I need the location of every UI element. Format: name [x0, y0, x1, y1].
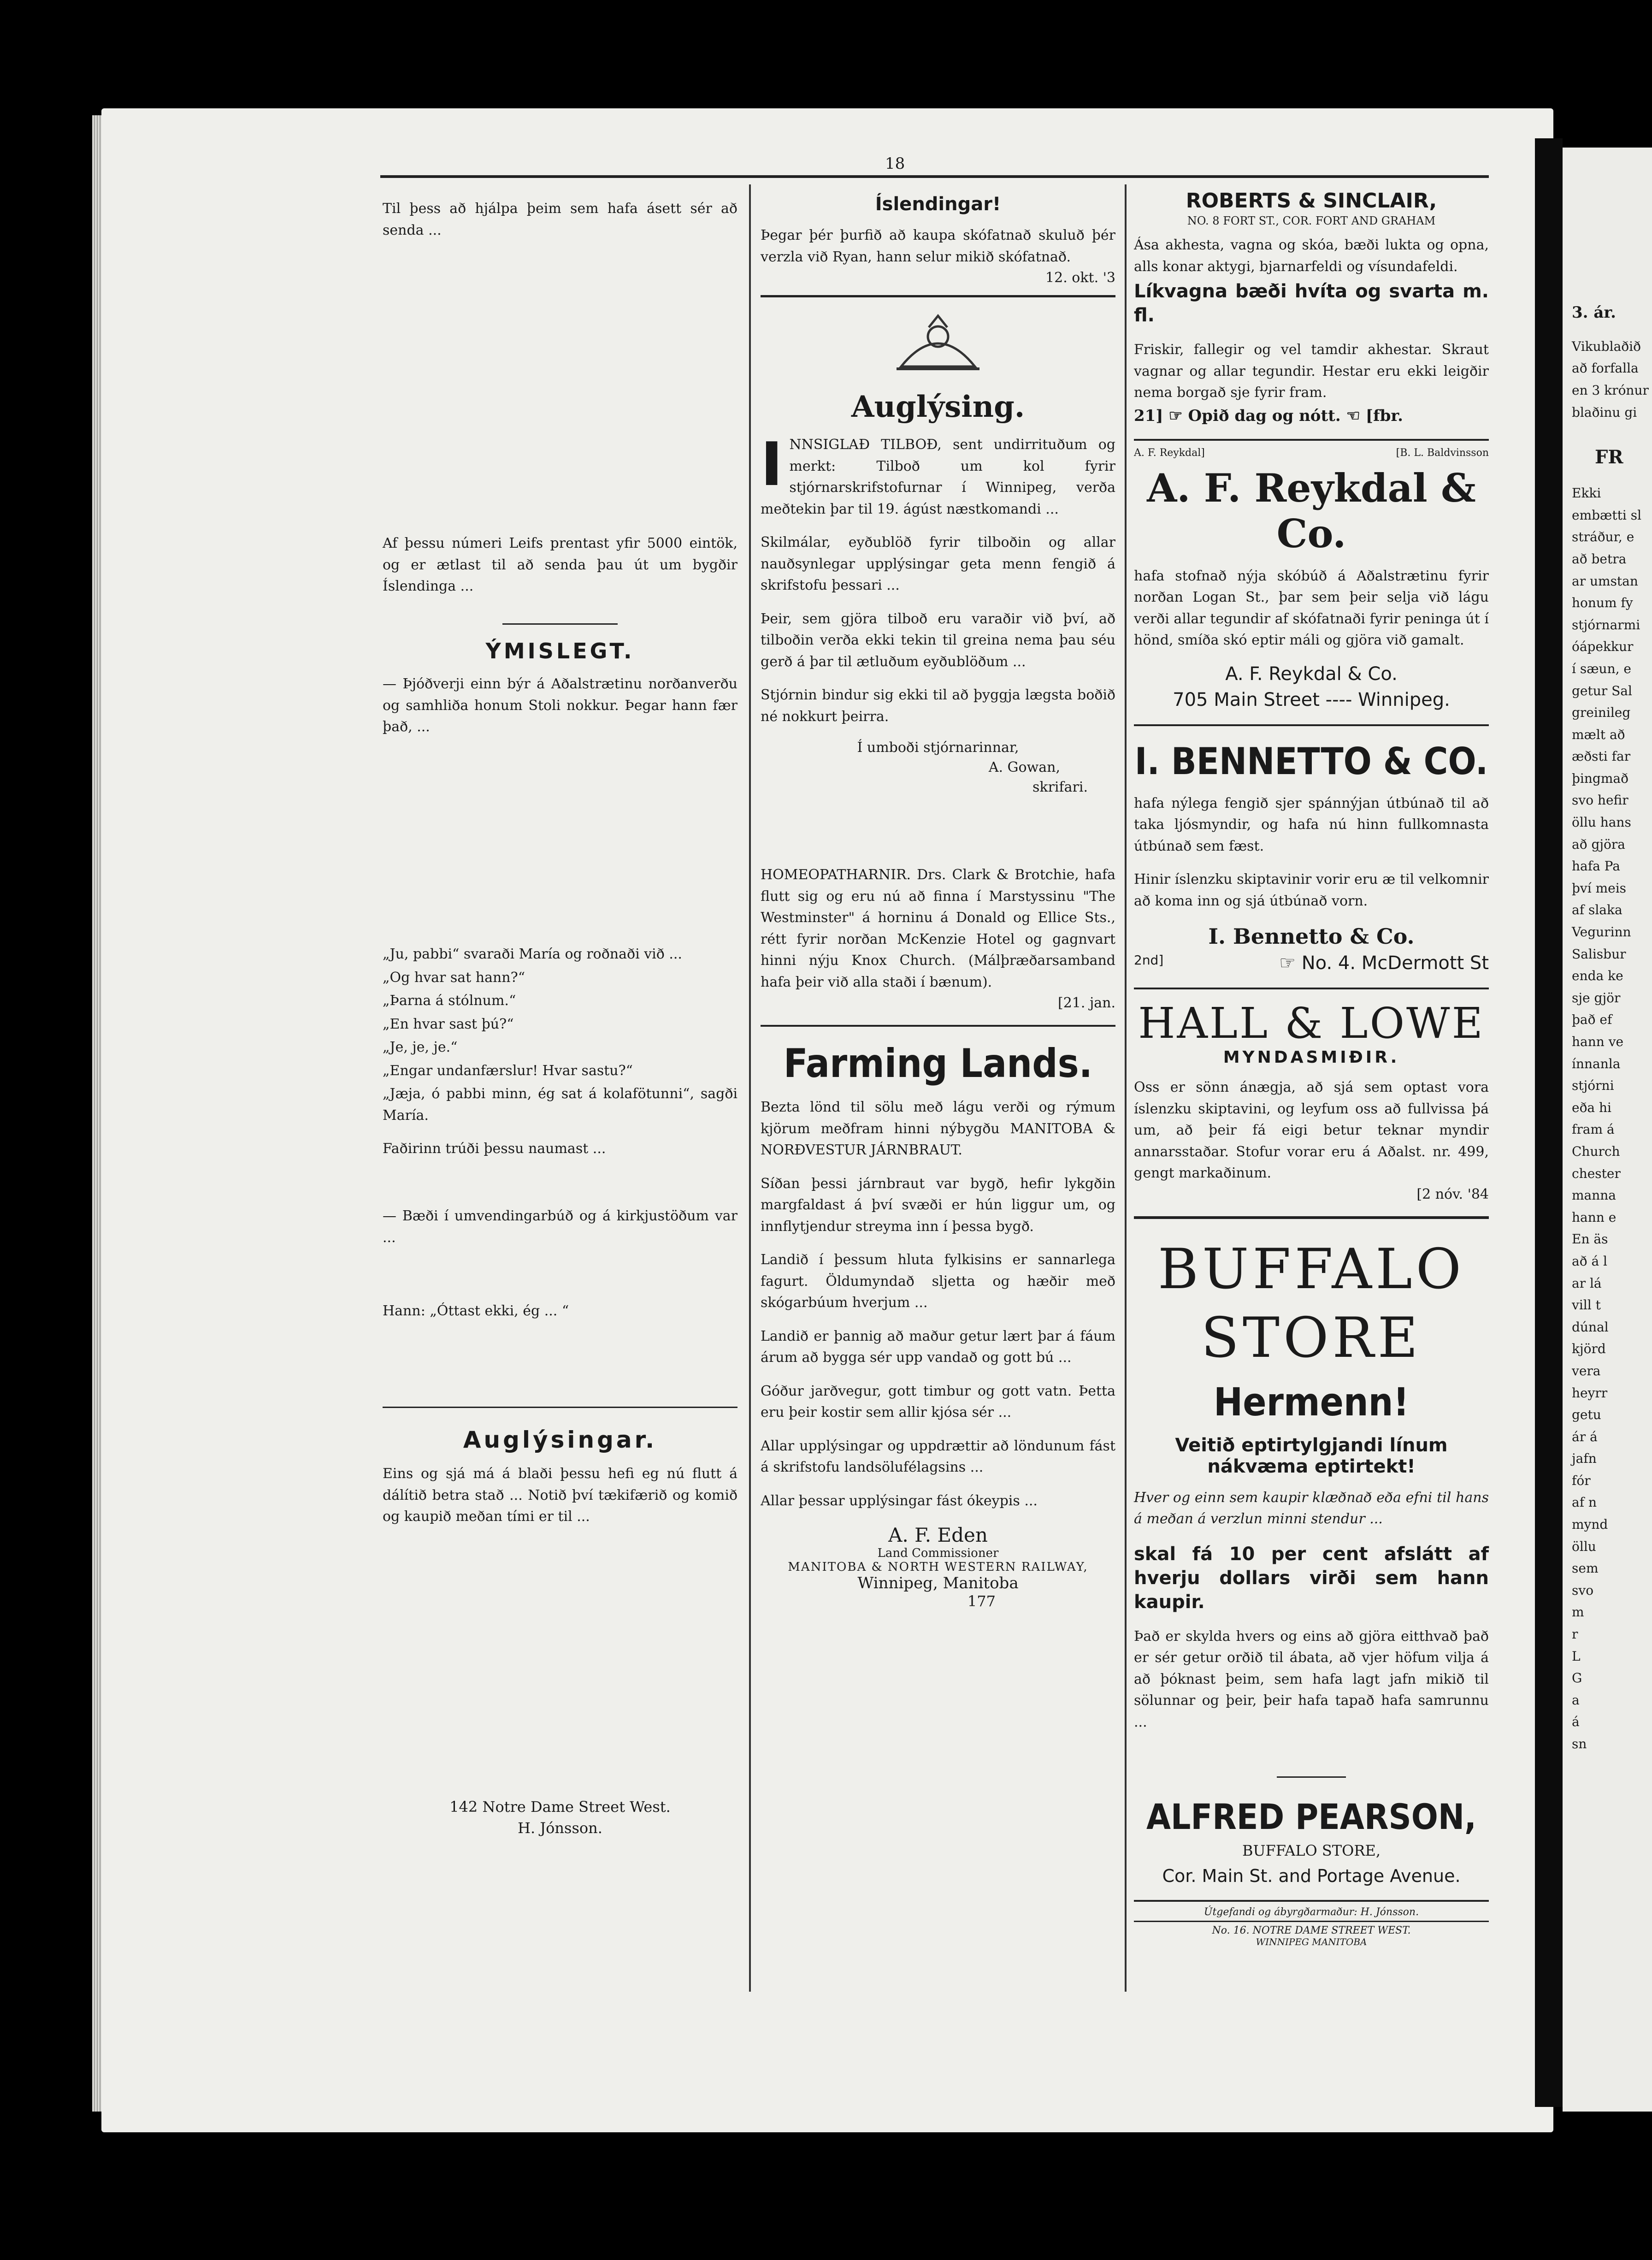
next-page-line: manna — [1572, 1188, 1617, 1203]
next-page-line: r — [1572, 1627, 1578, 1642]
next-page-line: honum fy — [1572, 595, 1633, 611]
next-page-line: hann ve — [1572, 1034, 1624, 1050]
ads-signature: H. Jónsson. — [518, 1819, 602, 1837]
next-page-line: getu — [1572, 1407, 1601, 1423]
auglysing-text-2: Skilmálar, eyðublöð fyrir tilboðin og allar nauðsynlegar upplýsingar geta menn fengið á skrifstofu þessari ... — [761, 534, 1115, 593]
buffalo-text: Það er skylda hvers og eins að gjöra eitthvað það er sér getur orðið til ábata, að vjer höfum vilja á að þóknast þeim, sem hafa lagt jafn mikið til sölunnar og þeir, þeir hafa tapað hafa samrunnu ... — [1134, 1628, 1489, 1730]
pearson-address: Cor. Main St. and Portage Avenue. — [1162, 1865, 1461, 1886]
page-number: 18 — [885, 154, 905, 173]
auglysing-text-3: Þeir, sem gjöra tilboð eru varaðir við því, að tilboðin verða ekki tekin til greina nema þau séu gerð á þar til ætluðum eyðublöðum ... — [761, 610, 1115, 670]
next-page-line: að gjöra — [1572, 836, 1625, 852]
farming-paragraph: Allar upplýsingar og uppdrættir að löndunum fást á skrifstofu landsölufélagsins ... — [761, 1438, 1115, 1475]
next-page-line: það ef — [1572, 1012, 1612, 1028]
next-page-line: vera — [1572, 1363, 1601, 1378]
farming-signature-2: Land Commissioner — [877, 1546, 999, 1560]
next-page-line: Church — [1572, 1143, 1620, 1159]
bennetto-text-2: Hinir íslenzku skiptavinir vorir eru æ til velkomnir að koma inn og sjá útbúnað vorn. — [1134, 871, 1489, 909]
islendingar-text: Þegar þér þurfið að kaupa skófatnað skuluð þér verzla við Ryan, hann selur mikið skófatnað. — [761, 227, 1115, 265]
farming-code: 177 — [967, 1592, 996, 1610]
hall-text: Oss er sönn ánægja, að sjá sem optast vora íslenzku skiptavini, og leyfum oss að fullvissa þá um, að þeir fá eigi betur teknar myndir annarsstaðar. Stofur vorar eru á Aðalst. nr. 499, gengt markaðinum. — [1134, 1079, 1489, 1181]
next-page-line: því meis — [1572, 880, 1627, 896]
next-page-line: greinileg — [1572, 705, 1631, 721]
homeo-text: HOMEOPATHARNIR. Drs. Clark & Brotchie, hafa flutt sig og eru nú að finna í Marstyssinu "The Westminster" á horninu á Donald og Ellice Sts., rétt fyrir norðan McKenzie Hotel og gagnvart hinni nýju Knox Church. (Málþræðarsamband hafa þeir við alla staði í bænum). — [761, 867, 1115, 990]
farming-paragraph: Síðan þessi járnbraut var bygð, hefir lykgðin margfaldast á því svæði er hún liggur um, og innflytjendur streyma inn í þessa bygð. — [761, 1175, 1115, 1235]
next-page-line: fram á — [1572, 1122, 1615, 1137]
footer-city: WINNIPEG MANITOBA — [1256, 1936, 1367, 1947]
bennetto-footer — [1134, 953, 1489, 974]
column-1 — [383, 198, 738, 1837]
section-rule — [761, 1025, 1115, 1027]
next-page-line: G — [1572, 1670, 1582, 1686]
next-page-line: mynd — [1572, 1517, 1608, 1532]
next-page-line: enda ke — [1572, 968, 1623, 984]
reykdal-right: [B. L. Baldvinsson — [1396, 447, 1489, 459]
next-page-line: af n — [1572, 1495, 1597, 1510]
rs-bold: Líkvagna bæði hvíta og svarta m. fl. — [1134, 281, 1489, 326]
section-rule — [502, 623, 618, 625]
next-page-line: Vikublaðið — [1572, 338, 1641, 354]
reykdal-title: A. F. Reykdal & Co. — [1147, 465, 1476, 556]
smaelki-paragraph: — Þjóðverji einn býr á Aðalstrætinu norðanverðu og samhliða honum Stoli nokkur. Þegar hann fær það, ... — [383, 676, 738, 735]
rs-subtitle: NO. 8 FORT ST., COR. FORT AND GRAHAM — [1187, 214, 1436, 227]
farming-signature-3: MANITOBA & NORTH WESTERN RAILWAY, — [788, 1560, 1088, 1574]
next-page-line: Vegurinn — [1572, 924, 1631, 940]
farming-signature-1: A. F. Eden — [888, 1524, 988, 1546]
top-rule — [380, 175, 1489, 178]
next-page-line: þingmað — [1572, 770, 1628, 786]
auglysing-text-4: Stjórnin bindur sig ekki til að þyggja lægsta boðið né nokkurt þeirra. — [761, 687, 1115, 725]
next-page-line: að á l — [1572, 1253, 1607, 1269]
next-page-lines — [1563, 148, 1652, 1755]
reykdal-signature: A. F. Reykdal & Co. — [1225, 663, 1398, 685]
column-rule-1 — [749, 184, 751, 1992]
smaelki-paragraph: „Jæja, ó pabbi minn, ég sat á kolafötunni“, sagði María. — [383, 1086, 738, 1124]
pearson-subtitle: BUFFALO STORE, — [1242, 1841, 1381, 1859]
rs-open: 21] ☞ Opið dag og nótt. ☜ [fbr. — [1134, 406, 1403, 425]
next-page-line: sje gjör — [1572, 990, 1621, 1006]
next-page-line: Ekki — [1572, 485, 1601, 501]
buffalo-title: BUFFALO — [1157, 1237, 1465, 1302]
auglysing-text — [761, 429, 1115, 520]
hermenn-title: Hermenn! — [1214, 1379, 1409, 1425]
ads-address: 142 Notre Dame Street West. — [449, 1798, 671, 1816]
section-rule — [1134, 1900, 1489, 1902]
next-page-line: L — [1572, 1648, 1581, 1664]
auglysing-body: NNSIGLAÐ TILBOÐ, sent undirrituðum og merkt: Tilboð um kol fyrir stjórnarskrifstofurnar í Winnipeg, verða meðtekin þar til 19. ágúst næstkomandi ... — [761, 437, 1115, 517]
auglysing-title: Auglýsing. — [851, 390, 1025, 424]
column-3 — [1134, 189, 1489, 1947]
smaelki-paragraph: „Je, je, je.“ — [383, 1039, 458, 1055]
smaelki-paragraph: „Þarna á stólnum.“ — [383, 993, 516, 1009]
discount-text: skal fá 10 per cent afslátt af hverju dollars virði sem hann kaupir. — [1134, 1543, 1489, 1613]
ads-title: Auglýsingar. — [463, 1426, 657, 1453]
store-title: STORE — [1201, 1306, 1422, 1370]
section-rule — [1134, 988, 1489, 989]
next-page-line: en 3 krónur — [1572, 382, 1649, 398]
bennetto-left: 2nd] — [1134, 953, 1164, 968]
smaelki-paragraph: — Bæði í umvendingarbúð og á kirkjustöðum var ... — [383, 1208, 738, 1246]
column-2 — [761, 194, 1115, 1610]
next-page-line: svo — [1572, 1582, 1594, 1598]
auglysing-signature-1: Í umboði stjórnarinnar, — [857, 740, 1019, 756]
islendingar-date: 12. okt. '3 — [1045, 270, 1115, 286]
farming-paragraph: Landið er þannig að maður getur lært þar á fáum árum að bygga sér upp vandað og gott bú ... — [761, 1328, 1115, 1366]
auglysing-signature-3: skrifari. — [1032, 779, 1088, 795]
footer-address: No. 16. NOTRE DAME STREET WEST. — [1212, 1924, 1411, 1936]
islendingar-title: Íslendingar! — [875, 194, 1001, 215]
next-page-line: svo hefir — [1572, 793, 1628, 808]
hall-date: [2 nóv. '84 — [1416, 1186, 1489, 1202]
auglysing-signature-2: A. Gowan, — [988, 759, 1060, 775]
opening-text: Til þess að hjálpa þeim sem hafa ásett sér að senda ... — [383, 201, 738, 238]
footer-publisher: Útgefandi og ábyrgðarmaður: H. Jónsson. — [1204, 1906, 1419, 1918]
farming-paragraph: Allar þessar upplýsingar fást ókeypis ... — [761, 1492, 1038, 1509]
next-page-line: fór — [1572, 1473, 1591, 1488]
bennetto-address: ☞ No. 4. McDermott St — [1279, 953, 1489, 974]
smaelki-paragraph: „Engar undanfærslur! Hvar sastu?“ — [383, 1062, 633, 1079]
bennetto-signature: I. Bennetto & Co. — [1208, 924, 1415, 949]
rs-text: Ása akhesta, vagna og skóa, bæði lukta og opna, alls konar aktygi, bjarnarfeldi og vísundafeldi. — [1134, 237, 1489, 275]
next-page-line: kjörd — [1572, 1341, 1606, 1357]
section-rule — [1134, 439, 1489, 441]
next-page-line: ar umstan — [1572, 573, 1638, 589]
next-page-line: mælt að — [1572, 727, 1625, 742]
section-rule — [761, 295, 1115, 297]
reykdal-address: 705 Main Street ---- Winnipeg. — [1173, 689, 1450, 710]
next-page-line: ínnanla — [1572, 1056, 1621, 1071]
next-page-fragment — [1563, 148, 1652, 2112]
smaelki-paragraph: Faðirinn trúði þessu naumast ... — [383, 1141, 606, 1157]
next-page-line: sem — [1572, 1561, 1599, 1576]
farming-paragraph: Bezta lönd til sölu með lágu verði og rýmum kjörum meðfram hinni nýbygðu MANITOBA & NORÐVESTUR JÁRNBRAUT. — [761, 1099, 1115, 1158]
next-page-line: öllu hans — [1572, 815, 1631, 830]
farming-paragraph: Góður jarðvegur, gott timbur og gott vatn. Þetta eru þeir kostir sem allir kjósa sér ... — [761, 1383, 1115, 1420]
next-page-line: blaðinu gi — [1572, 404, 1637, 420]
smaelki-paragraph: „Ju, pabbi“ svaraði María og roðnaði við ... — [383, 946, 682, 962]
next-page-line: óápekkur — [1572, 639, 1634, 655]
next-page-line: að betra — [1572, 551, 1627, 567]
reykdal-text: hafa stofnað nýja skóbúð á Aðalstrætinu fyrir norðan Logan St., þar sem þeir selja við lágu verði allar tegundir af skófatnaði fyrir peninga út í hönd, smíða skó eptir máli og gjöra við gamalt. — [1134, 568, 1489, 648]
next-page-line: æðsti far — [1572, 749, 1631, 764]
next-page-line: m — [1572, 1604, 1584, 1620]
royal-crest-icon — [883, 311, 993, 380]
next-page-line: jafn — [1572, 1451, 1597, 1467]
next-page-line: chester — [1572, 1165, 1621, 1181]
bennetto-text: hafa nýlega fengið sjer spánnýjan útbúnað til að taka ljósmyndir, og hafa nú hinn fullkomnasta útbúnað sem fæst. — [1134, 795, 1489, 854]
smaelki-title: ÝMISLEGT. — [485, 639, 635, 663]
auglysing-dropcap: I — [761, 429, 783, 499]
next-page-line: sn — [1572, 1736, 1587, 1752]
italic-text: Hver og einn sem kaupir klæðnað eða efni til hans á meðan á verzlun minni stendur ... — [1134, 1489, 1489, 1527]
book-binding — [1535, 138, 1563, 2107]
smaelki-list — [383, 674, 738, 1407]
next-page-line: getur Sal — [1572, 683, 1632, 698]
farming-signature-4: Winnipeg, Manitoba — [857, 1574, 1019, 1592]
ads-text: Eins og sjá má á blaði þessu hefi eg nú flutt á dálítið betra stað ... Notið því tækifærið og komið og kaupið meðan tími er til ... — [383, 1466, 738, 1525]
rs-text-2: Friskir, fallegir og vel tamdir akhestar. Skraut vagnar og allar tegundir. Hestar eru ekki leigðir nema borgað sje fyrir fram. — [1134, 342, 1489, 401]
section-rule — [383, 1407, 738, 1408]
homeo-date: [21. jan. — [1058, 995, 1115, 1011]
section-rule — [1134, 1216, 1489, 1219]
section-rule — [1134, 1921, 1489, 1922]
hall-title: HALL & LOWE — [1138, 999, 1485, 1048]
next-page-line: á — [1572, 1714, 1580, 1730]
next-page-line: Salisbur — [1572, 946, 1626, 962]
next-page-line: a — [1572, 1692, 1580, 1708]
next-page-line: að forfalla — [1572, 361, 1639, 376]
next-page-line: ar lá — [1572, 1275, 1602, 1291]
hall-subtitle: MYNDASMIÐIR. — [1223, 1048, 1400, 1067]
next-page-line: stráður, e — [1572, 529, 1634, 545]
smaelki-paragraph: Hann: „Óttast ekki, ég ... “ — [383, 1303, 569, 1319]
column-rule-2 — [1125, 184, 1127, 1992]
next-page-line: stjórnarmi — [1572, 617, 1640, 633]
veitid-text: Veitið eptirtylgjandi línum nákvæma eptirtekt! — [1175, 1434, 1448, 1477]
bennetto-title: I. BENNETTO & CO. — [1134, 740, 1488, 783]
section-rule — [1134, 724, 1489, 726]
next-page-line: stjórni — [1572, 1078, 1614, 1094]
next-page-line: 3. ár. — [1572, 303, 1616, 322]
next-page-line: hann e — [1572, 1209, 1617, 1225]
smaelki-paragraph: „En hvar sast þú?“ — [383, 1016, 514, 1032]
next-page-line: öllu — [1572, 1538, 1596, 1554]
smaelki-paragraph: „Og hvar sat hann?“ — [383, 969, 525, 986]
next-page-line: embætti sl — [1572, 507, 1642, 523]
reykdal-left: A. F. Reykdal] — [1134, 447, 1205, 459]
section-rule — [1277, 1776, 1346, 1778]
next-page-line: FR — [1595, 446, 1623, 468]
farming-paragraph: Landið í þessum hluta fylkisins er sannarlega fagurt. Öldumyndað sljetta og hæðir með skógarbúum hverjum ... — [761, 1252, 1115, 1311]
next-page-line: eða hi — [1572, 1100, 1612, 1115]
rs-title: ROBERTS & SINCLAIR, — [1186, 189, 1437, 213]
next-page-line: af slaka — [1572, 902, 1622, 918]
next-page-line: hafa Pa — [1572, 858, 1620, 874]
next-page-line: í sæun, e — [1572, 661, 1631, 676]
farming-title: Farming Lands. — [783, 1041, 1093, 1087]
pearson-title: ALFRED PEARSON, — [1146, 1796, 1477, 1837]
next-page-line: dúnal — [1572, 1319, 1609, 1335]
next-page-line: En äs — [1572, 1231, 1608, 1247]
next-page-line: ár á — [1572, 1429, 1598, 1444]
reykdal-partners — [1134, 447, 1489, 459]
next-page-line: vill t — [1572, 1297, 1601, 1313]
next-page-line: heyrr — [1572, 1385, 1608, 1401]
circulation-note: Af þessu númeri Leifs prentast yfir 5000 eintök, og er ætlast til að senda þau út um bygðir Íslendinga ... — [383, 535, 738, 594]
